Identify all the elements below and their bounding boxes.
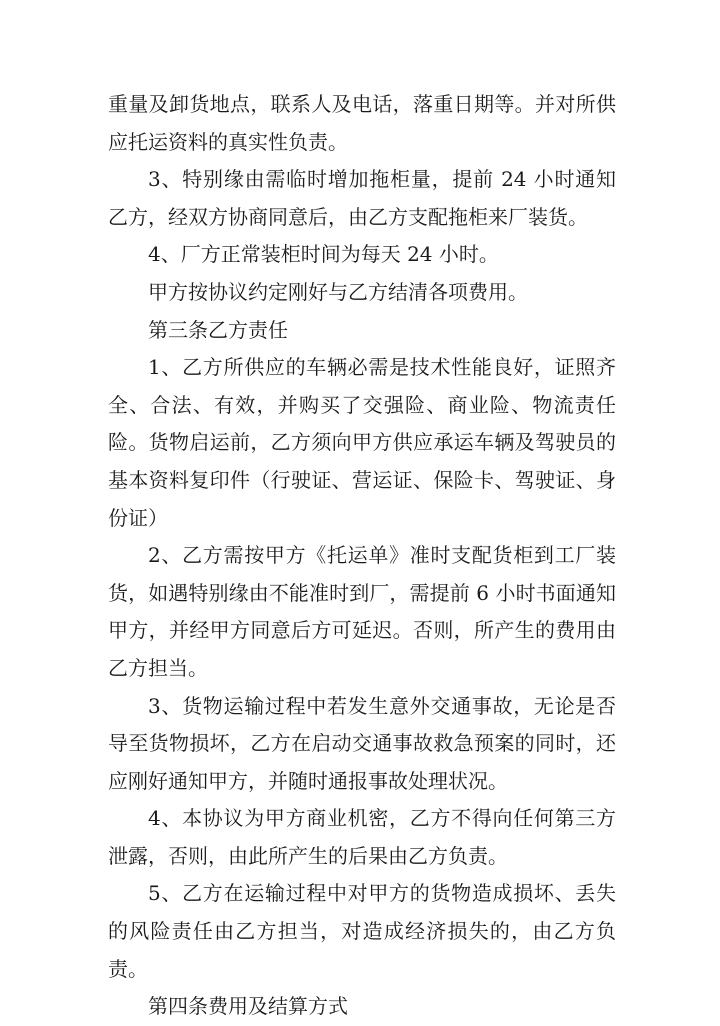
paragraph-clause-4: 4、厂方正常装柜时间为每天 24 小时。 [148, 242, 499, 267]
paragraph-party-b-5: 5、乙方在运输过程中对甲方的货物造成损坏、丢失的风险责任由乙方担当，对造成经济损失的，由乙方负责。 [108, 881, 616, 981]
paragraph-party-b-1: 1、乙方所供应的车辆必需是技术性能良好，证照齐全、合法、有效，并购买了交强险、商业险、物流责任险。货物启运前，乙方须向甲方供应承运车辆及驾驶员的基本资料复印件（行驶证、营运证、保险卡、驾驶证、身份证） [108, 355, 616, 530]
section-heading-article-4: 第四条费用及结算方式 [148, 994, 348, 1019]
section-heading-article-3: 第三条乙方责任 [148, 317, 288, 342]
paragraph-continuation: 重量及卸货地点，联系人及电话，落重日期等。并对所供应托运资料的真实性负责。 [108, 92, 616, 154]
contract-text [108, 86, 616, 1026]
paragraph-party-b-3: 3、货物运输过程中若发生意外交通事故，无论是否导至货物损坏，乙方在启动交通事故救急预案的同时，还应刚好通知甲方，并随时通报事故处理状况。 [108, 693, 616, 793]
paragraph-settlement: 甲方按协议约定刚好与乙方结清各项费用。 [148, 279, 528, 304]
paragraph-clause-3: 3、特别缘由需临时增加拖柜量，提前 24 小时通知乙方，经双方协商同意后，由乙方支配拖柜来厂装货。 [108, 167, 616, 229]
paragraph-party-b-2: 2、乙方需按甲方《托运单》准时支配货柜到工厂装货，如遇特别缘由不能准时到厂，需提前 6 小时书面通知甲方，并经甲方同意后方可延迟。否则，所产生的费用由乙方担当。 [108, 543, 616, 680]
paragraph-party-b-4: 4、本协议为甲方商业机密，乙方不得向任何第三方泄露，否则，由此所产生的后果由乙方负责。 [108, 806, 616, 868]
